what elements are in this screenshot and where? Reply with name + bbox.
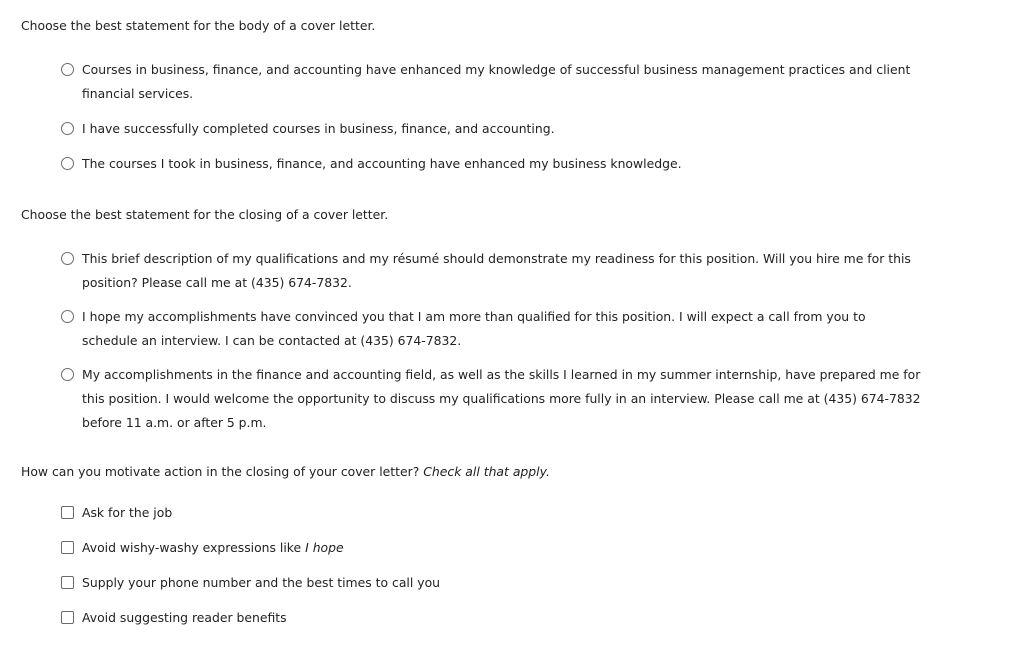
checkbox-option[interactable] — [21, 536, 922, 560]
option-label[interactable]: I have successfully completed courses in business, finance, and accounting. — [82, 121, 555, 136]
radio-option[interactable] — [21, 58, 922, 106]
radio-button[interactable] — [61, 368, 74, 381]
option-label[interactable]: Courses in business, finance, and accounting have enhanced my knowledge of successful business management practices and client financial services. — [82, 62, 911, 101]
option-label[interactable] — [82, 536, 922, 560]
radio-button[interactable] — [61, 252, 74, 265]
option-label[interactable]: Ask for the job — [82, 505, 173, 520]
checkbox[interactable] — [61, 611, 74, 624]
checkbox[interactable] — [61, 541, 74, 554]
option-label[interactable]: The courses I took in business, finance, and accounting have enhanced my business knowledge. — [82, 156, 682, 171]
option-label[interactable]: This brief description of my qualifications and my résumé should demonstrate my readiness for this position. Will you hire me for this position? Please call me at (435) 674-7832. — [82, 251, 911, 290]
radio-button[interactable] — [61, 122, 74, 135]
radio-group — [21, 247, 1001, 435]
radio-option[interactable] — [21, 117, 922, 141]
prompt-text: How can you motivate action in the closing of your cover letter? — [21, 464, 420, 479]
checkbox[interactable] — [61, 576, 74, 589]
checkbox-option[interactable] — [21, 571, 922, 595]
radio-group — [21, 58, 1001, 176]
radio-button[interactable] — [61, 310, 74, 323]
radio-option[interactable] — [21, 247, 922, 295]
radio-button[interactable] — [61, 63, 74, 76]
option-label[interactable]: Avoid suggesting reader benefits — [82, 610, 287, 625]
radio-button[interactable] — [61, 157, 74, 170]
question-body-statement — [21, 17, 1001, 176]
radio-option[interactable] — [21, 363, 922, 435]
option-label[interactable]: I hope my accomplishments have convinced you that I am more than qualified for this position. I will expect a call from you to schedule an interview. I can be contacted at (435) 674-7832. — [82, 309, 866, 348]
radio-option[interactable] — [21, 152, 922, 176]
checkbox-option[interactable] — [21, 501, 922, 525]
question-closing-statement — [21, 206, 1001, 435]
instruction-text: Check all that apply. — [423, 464, 550, 479]
option-label[interactable]: My accomplishments in the finance and accounting field, as well as the skills I learned in my summer internship, have prepared me for this position. I would welcome the opportunity to discuss my qualifications more fully in an interview. Please call me at (435) 674-7832 before 11 a.m. or after 5 p.m. — [82, 367, 921, 430]
option-label-text: Avoid wishy-washy expressions like — [82, 540, 306, 555]
question-prompt — [21, 463, 1001, 481]
checkbox-option[interactable] — [21, 606, 922, 630]
question-prompt: Choose the best statement for the closing of a cover letter. — [21, 207, 389, 222]
checkbox[interactable] — [61, 506, 74, 519]
option-label[interactable]: Supply your phone number and the best times to call you — [82, 575, 440, 590]
question-prompt: Choose the best statement for the body of a cover letter. — [21, 18, 376, 33]
checkbox-group — [21, 501, 1001, 630]
radio-option[interactable] — [21, 305, 922, 353]
option-label-emphasis: I hope — [305, 540, 344, 555]
question-motivate-action — [21, 463, 1001, 630]
